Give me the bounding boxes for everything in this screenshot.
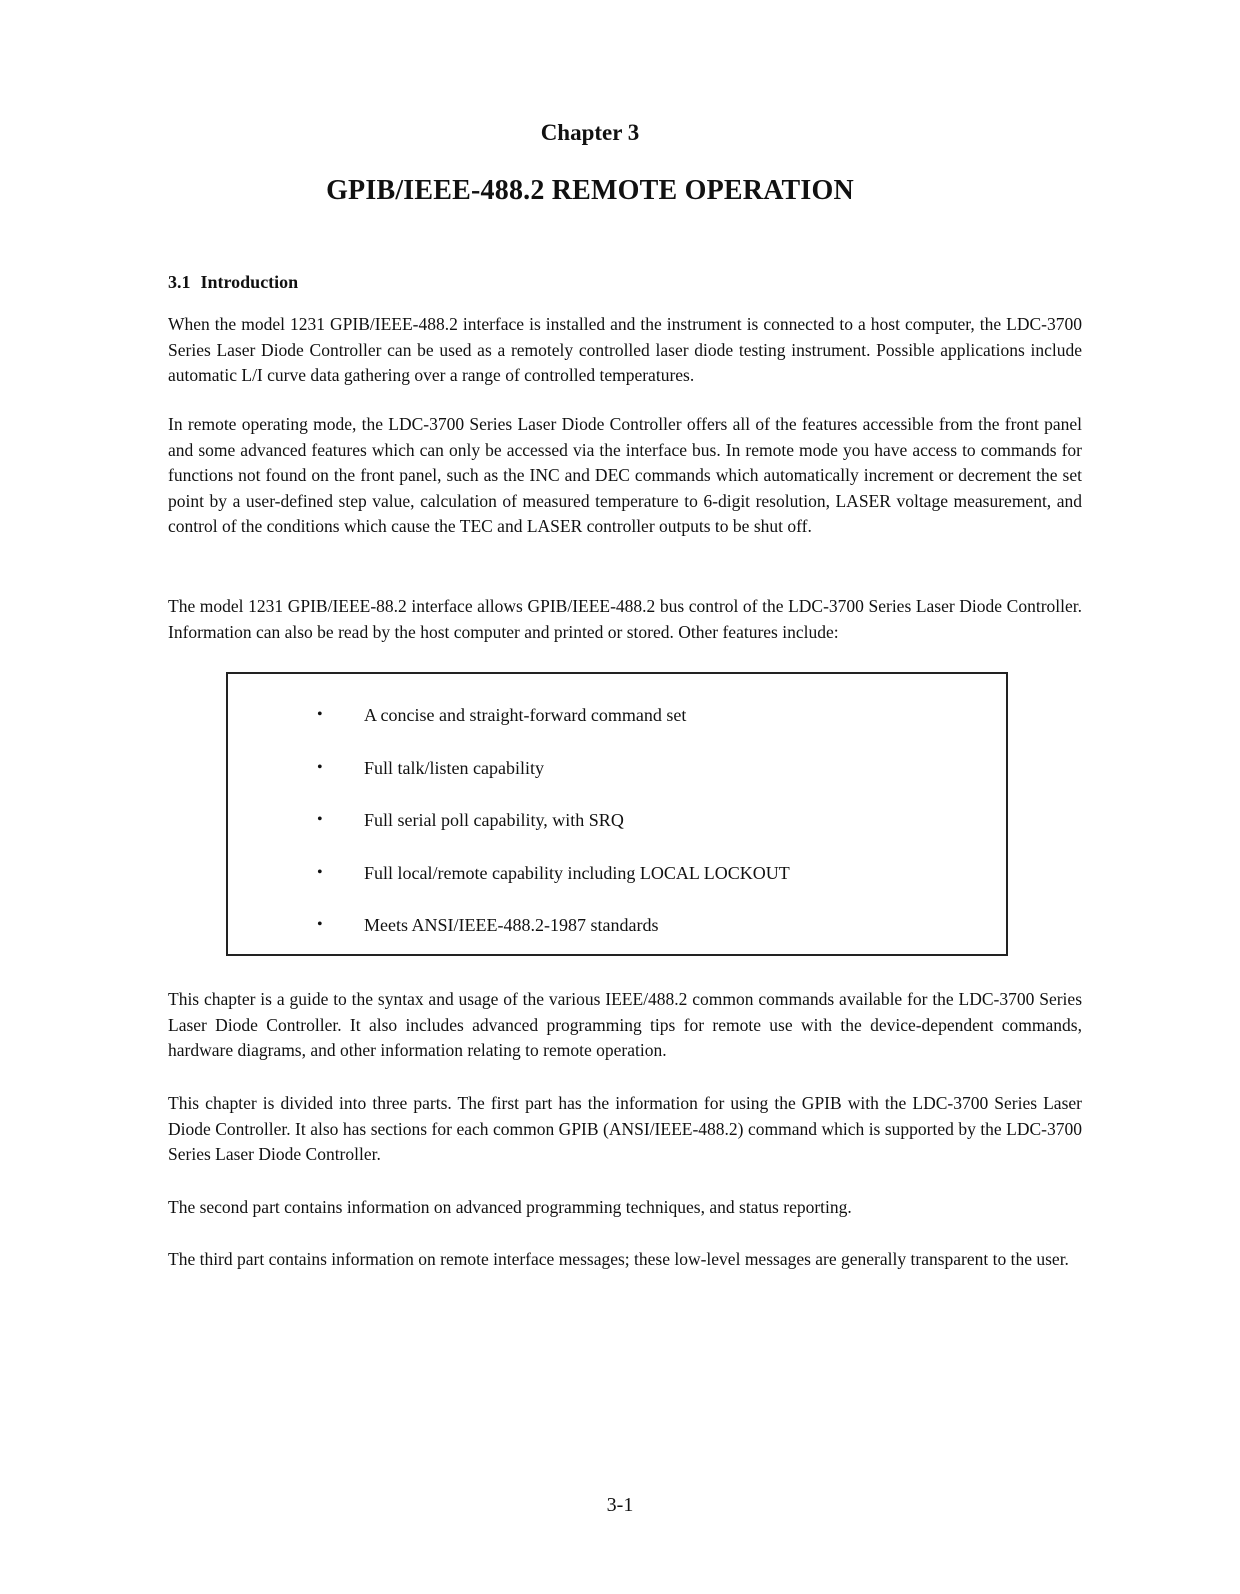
bullet-icon: • [317,916,323,933]
second-part-paragraph: The second part contains information on advanced programming techniques, and status reporting. [168,1197,852,1217]
third-part-paragraph: The third part contains information on remote interface messages; these low-level messages are generally transparent to the user. [168,1249,1069,1269]
feature-item [228,702,1006,755]
bullet-icon: • [317,706,323,723]
parts-paragraph: This chapter is divided into three parts. The first part has the information for using the GPIB with the LDC-3700 Series Laser Diode Controller. It also has sections for each common GPIB (ANSI/IEEE-488.2) command which is supported by the LDC-3700 Series Laser Diode Controller. [168,1093,1082,1164]
interface-paragraph: The model 1231 GPIB/IEEE-88.2 interface allows GPIB/IEEE-488.2 bus control of the LDC-3700 Series Laser Diode Controller. Information can also be read by the host computer and printed or stored. Other features include: [168,596,1082,642]
feature-item [228,860,1006,913]
section-number: 3.1 [168,272,191,292]
feature-item [228,807,1006,860]
feature-item [228,912,1006,965]
bullet-icon: • [317,811,323,828]
intro-paragraph: When the model 1231 GPIB/IEEE-488.2 interface is installed and the instrument is connected to a host computer, the LDC-3700 Series Laser Diode Controller can be used as a remotely controlled laser diode testing instrument. Possible applications include automatic L/I curve data gathering over a range of controlled temperatures. [168,314,1082,385]
chapter-label: Chapter 3 [540,120,640,145]
remote-mode-paragraph: In remote operating mode, the LDC-3700 Series Laser Diode Controller offers all of the features accessible from the front panel and some advanced features which can only be accessed via the interface bus. In remote mode you have access to commands for functions not found on the front panel, such as the INC and DEC commands which automatically increment or decrement the set point by a user-defined step value, calculation of measured temperature to 6-digit resolution, LASER voltage measurement, and control of the conditions which cause the TEC and LASER controller outputs to be shut off. [168,414,1082,536]
feature-text: Full serial poll capability, with SRQ [364,810,624,830]
section-title: Introduction [200,272,299,292]
feature-text: Full local/remote capability including LOCAL LOCKOUT [364,862,790,883]
bullet-icon: • [317,863,323,881]
feature-text: A concise and straight-forward command set [364,705,687,725]
feature-text: Meets ANSI/IEEE-488.2-1987 standards [364,915,659,935]
guide-paragraph: This chapter is a guide to the syntax and usage of the various IEEE/488.2 common commands available for the LDC-3700 Series Laser Diode Controller. It also includes advanced programming tips for remote use with the device-dependent commands, hardware diagrams, and other information relating to remote operation. [168,989,1082,1060]
features-box [226,672,1008,956]
chapter-title: GPIB/IEEE-488.2 REMOTE OPERATION [326,175,854,206]
bullet-icon: • [317,758,323,776]
section-heading [168,272,298,293]
features-list [228,702,1006,965]
feature-item [228,755,1006,808]
feature-text: Full talk/listen capability [364,757,544,778]
page-number: 3-1 [606,1494,634,1516]
